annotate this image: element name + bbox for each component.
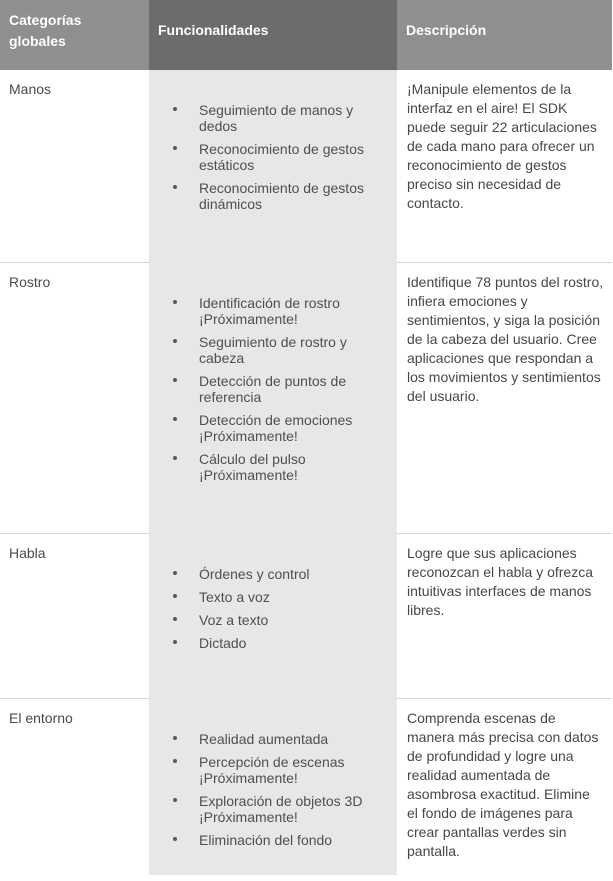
feature-text: Percepción de escenas [199, 753, 345, 770]
bullet-icon [173, 456, 177, 460]
table-row [0, 698, 612, 875]
header-description: Descripción [397, 0, 612, 70]
bullet-icon [173, 300, 177, 304]
features-list [149, 70, 397, 212]
feature-item [199, 334, 383, 366]
description-cell: Identifique 78 puntos del rostro, infiera emociones y sentimientos, y siga la posición de la cabeza del usuario. Cree aplicaciones que respondan a los movimientos y sentimientos del usuario. [397, 262, 612, 533]
coming-soon-note: ¡Próximamente! [199, 427, 298, 444]
bullet-icon [173, 339, 177, 343]
feature-text: Realidad aumentada [199, 730, 329, 747]
bullet-icon [173, 571, 177, 575]
table-row [0, 262, 612, 533]
feature-text: Dictado [199, 634, 247, 651]
feature-item [199, 102, 383, 134]
feature-item [199, 832, 383, 848]
bullet-icon [173, 640, 177, 644]
feature-text: Reconocimiento de gestos estáticos [199, 141, 364, 173]
features-cell [149, 533, 397, 698]
feature-item [199, 451, 383, 483]
feature-text: Seguimiento de rostro y cabeza [199, 333, 347, 366]
features-cell [149, 698, 397, 875]
description-cell: ¡Manipule elementos de la interfaz en el aire! El SDK puede seguir 22 articulaciones de cada mano para ofrecer un reconocimiento de gestos preciso sin necesidad de contacto. [397, 70, 612, 262]
features-cell [149, 70, 397, 262]
header-features: Funcionalidades [149, 0, 397, 70]
feature-item [199, 141, 383, 173]
description-cell: Logre que sus aplicaciones reconozcan el habla y ofrezca intuitivas interfaces de manos libres. [397, 533, 612, 698]
bullet-icon [173, 837, 177, 841]
feature-text: Reconocimiento de gestos dinámicos [199, 180, 364, 212]
bullet-icon [173, 417, 177, 421]
feature-item [199, 180, 383, 212]
bullet-icon [173, 798, 177, 802]
bullet-icon [173, 736, 177, 740]
bullet-icon [173, 759, 177, 763]
category-cell: Habla [0, 533, 149, 698]
table-header-row [0, 0, 612, 70]
feature-item [199, 793, 383, 825]
coming-soon-note: ¡Próximamente! [199, 769, 298, 786]
feature-item [199, 589, 383, 605]
coming-soon-note: ¡Próximamente! [199, 466, 298, 483]
feature-item [199, 412, 383, 444]
description-cell: Comprenda escenas de manera más precisa con datos de profundidad y logre una realidad aumentada de asombrosa exactitud. Elimine el fondo de imágenes para crear pantallas verdes sin pantalla. [397, 698, 612, 875]
feature-item [199, 731, 383, 747]
feature-text: Exploración de objetos 3D [199, 792, 363, 809]
bullet-icon [173, 617, 177, 621]
bullet-icon [173, 185, 177, 189]
feature-text: Cálculo del pulso [199, 450, 306, 467]
features-list [149, 699, 397, 848]
feature-item [199, 635, 383, 651]
table-row [0, 70, 612, 262]
coming-soon-note: ¡Próximamente! [199, 310, 298, 327]
category-cell: El entorno [0, 698, 149, 875]
feature-item [199, 612, 383, 628]
feature-text: Identificación de rostro [199, 294, 340, 311]
bullet-icon [173, 594, 177, 598]
feature-text: Texto a voz [199, 588, 270, 605]
bullet-icon [173, 378, 177, 382]
header-category: Categorías globales [0, 0, 149, 70]
bullet-icon [173, 146, 177, 150]
feature-text: Órdenes y control [199, 565, 310, 582]
features-list [149, 263, 397, 483]
feature-text: Eliminación del fondo [199, 831, 333, 848]
feature-item [199, 373, 383, 405]
feature-text: Seguimiento de manos y dedos [199, 102, 354, 134]
feature-text: Detección de emociones [199, 411, 353, 428]
bullet-icon [173, 107, 177, 111]
feature-item [199, 295, 383, 327]
features-cell [149, 262, 397, 533]
coming-soon-note: ¡Próximamente! [199, 808, 298, 825]
features-list [149, 534, 397, 651]
feature-item [199, 566, 383, 582]
category-cell: Manos [0, 70, 149, 262]
feature-text: Voz a texto [199, 611, 269, 628]
table-row [0, 533, 612, 698]
feature-item [199, 754, 383, 786]
category-cell: Rostro [0, 262, 149, 533]
feature-text: Detección de puntos de referencia [199, 372, 347, 405]
